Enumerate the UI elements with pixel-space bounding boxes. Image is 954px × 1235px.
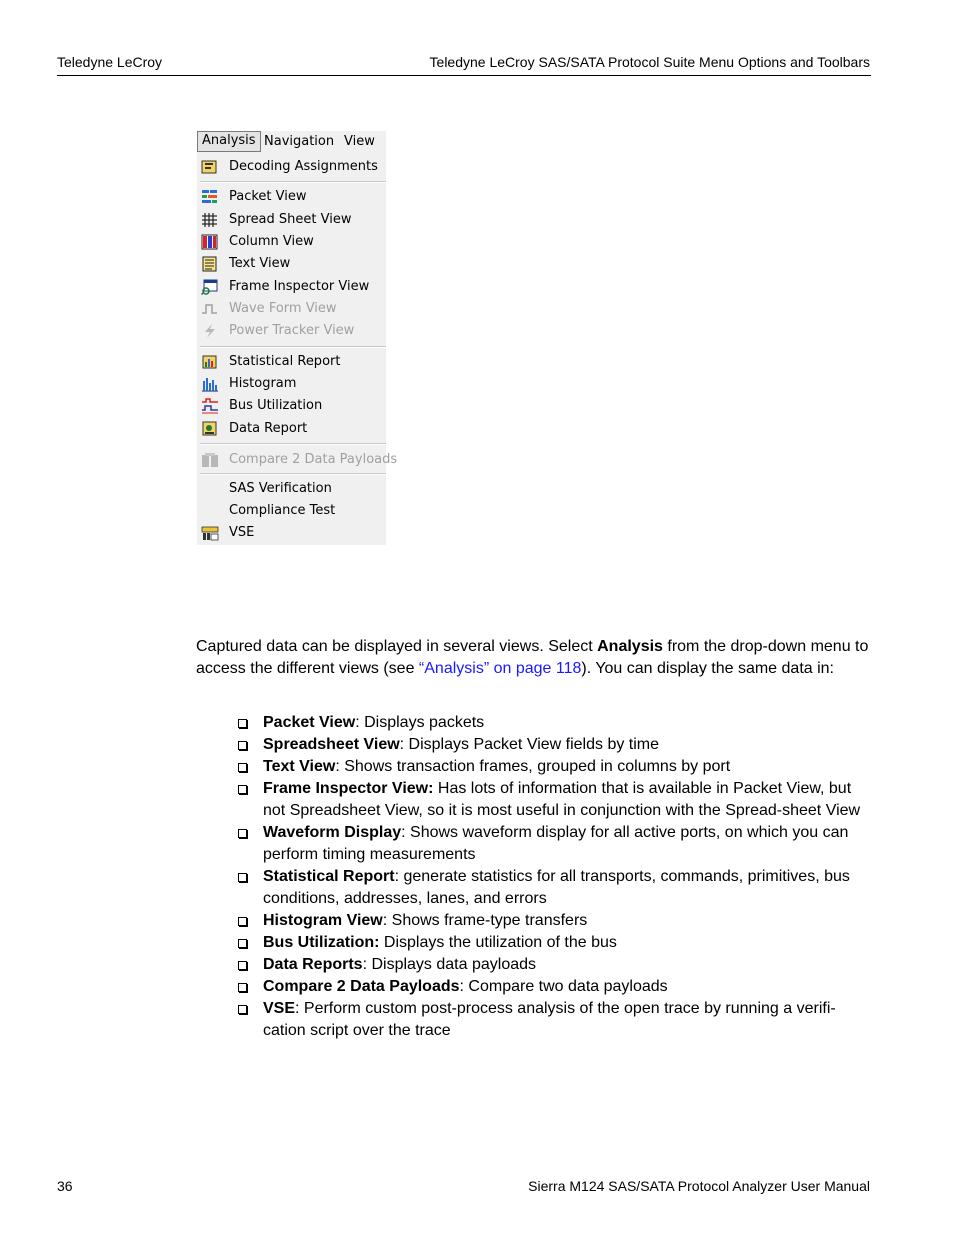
menu-item-label: Frame Inspector View xyxy=(229,279,370,294)
list-item-desc: : Perform custom post-process analysis of the open trace by running a verifi-cation script over the trace xyxy=(263,1000,836,1039)
menu-item-label: Packet View xyxy=(229,189,307,204)
list-item xyxy=(236,822,876,866)
menu-item-statistical-report[interactable] xyxy=(197,352,386,372)
menu-item-column-view[interactable] xyxy=(197,232,386,252)
checkbox-bullet-icon xyxy=(238,873,247,882)
menu-analysis[interactable]: Analysis xyxy=(197,131,261,152)
menu-item-power-tracker-view[interactable] xyxy=(197,321,386,341)
list-item-term: Data Reports xyxy=(263,956,363,973)
packet-view-icon xyxy=(201,189,219,205)
menu-separator-highlight xyxy=(200,444,386,445)
bus-utilization-icon xyxy=(201,398,219,414)
power-tracker-icon xyxy=(201,323,219,339)
menu-separator-highlight xyxy=(200,182,386,183)
list-item-term: VSE xyxy=(263,1000,296,1017)
checkbox-bullet-icon xyxy=(238,741,247,750)
list-item xyxy=(236,910,876,932)
intro-text-2: from the drop-down menu to access the different views (see xyxy=(196,638,869,677)
menu-item-label: Column View xyxy=(229,234,314,249)
analysis-menu-screenshot xyxy=(197,131,398,545)
list-item xyxy=(236,954,876,976)
list-item-desc: : generate statistics for all transports, commands, primitives, bus conditions, addresses, lanes, and errors xyxy=(263,868,850,907)
checkbox-bullet-icon xyxy=(238,1005,247,1014)
list-item xyxy=(236,932,876,954)
menu-item-spreadsheet-view[interactable] xyxy=(197,210,386,230)
list-item-desc: : Displays packets xyxy=(355,714,485,731)
list-item-desc: Has lots of information that is available in Packet View, but not Spreadsheet View, so it is most useful in conjunction with the Spread-sheet View xyxy=(263,780,861,819)
list-item-term: Text View xyxy=(263,758,336,775)
list-item xyxy=(236,712,876,734)
menu-item-label: Histogram xyxy=(229,376,297,391)
menu-item-label: Spread Sheet View xyxy=(229,212,352,227)
menu-item-label: Compare 2 Data Payloads xyxy=(229,452,398,467)
menu-item-compare-payloads[interactable] xyxy=(197,450,398,470)
menu-item-histogram[interactable] xyxy=(197,374,386,394)
page-header-left: Teledyne LeCroy xyxy=(57,54,163,70)
list-item-desc: : Shows transaction frames, grouped in columns by port xyxy=(335,758,731,775)
compare-payloads-icon xyxy=(201,452,219,468)
header-rule xyxy=(57,75,871,76)
checkbox-bullet-icon xyxy=(238,983,247,992)
views-list xyxy=(236,712,876,1042)
list-item-term: Statistical Report xyxy=(263,868,395,885)
waveform-icon xyxy=(201,301,219,317)
checkbox-bullet-icon xyxy=(238,961,247,970)
list-item-term: Histogram View xyxy=(263,912,383,929)
menu-item-label: Decoding Assignments xyxy=(229,159,378,174)
menu-item-label: Wave Form View xyxy=(229,301,337,316)
menu-item-vse[interactable] xyxy=(197,523,386,543)
menu-separator-highlight xyxy=(200,474,386,475)
list-item-desc: : Shows waveform display for all active ports, on which you can perform timing measurements xyxy=(263,824,849,863)
list-item-desc: Displays the utilization of the bus xyxy=(379,934,617,951)
list-item-desc: : Compare two data payloads xyxy=(459,978,668,995)
checkbox-bullet-icon xyxy=(238,917,247,926)
vse-icon xyxy=(201,525,219,541)
data-report-icon xyxy=(201,421,219,437)
menu-item-label: SAS Verification xyxy=(229,481,332,496)
menu-item-compliance-test[interactable] xyxy=(197,501,386,521)
list-item xyxy=(236,976,876,998)
intro-bold-analysis: Analysis xyxy=(597,638,663,655)
decoding-assignments-icon xyxy=(201,159,219,175)
spreadsheet-view-icon xyxy=(201,212,219,228)
list-item-term: Spreadsheet View xyxy=(263,736,400,753)
menu-bar xyxy=(197,131,386,153)
menu-item-packet-view[interactable] xyxy=(197,187,386,207)
menu-item-label: Data Report xyxy=(229,421,308,436)
checkbox-bullet-icon xyxy=(238,785,247,794)
list-item xyxy=(236,778,876,822)
checkbox-bullet-icon xyxy=(238,939,247,948)
histogram-icon xyxy=(201,376,219,392)
list-item-term: Bus Utilization: xyxy=(263,934,380,951)
menu-item-label: Text View xyxy=(229,256,291,271)
footer-title: Sierra M124 SAS/SATA Protocol Analyzer User Manual xyxy=(528,1178,870,1194)
checkbox-bullet-icon xyxy=(238,719,247,728)
menu-navigation[interactable]: Navigation xyxy=(264,134,335,149)
list-item-term: Compare 2 Data Payloads xyxy=(263,978,460,995)
list-item xyxy=(236,734,876,756)
list-item xyxy=(236,866,876,910)
list-item-term: Frame Inspector View: xyxy=(263,780,434,797)
page-number: 36 xyxy=(57,1178,73,1194)
menu-item-label: Statistical Report xyxy=(229,354,341,369)
menu-item-label: VSE xyxy=(229,525,255,540)
list-item xyxy=(236,756,876,778)
menu-item-sas-verification[interactable] xyxy=(197,479,386,499)
menu-item-label: Power Tracker View xyxy=(229,323,355,338)
statistical-report-icon xyxy=(201,354,219,370)
menu-item-waveform-view[interactable] xyxy=(197,299,386,319)
intro-text-3: ). You can display the same data in: xyxy=(581,660,834,677)
menu-item-decoding-assignments[interactable] xyxy=(197,157,386,177)
list-item-desc: : Displays data payloads xyxy=(362,956,537,973)
list-item-desc: : Shows frame-type transfers xyxy=(382,912,588,929)
text-view-icon xyxy=(201,256,219,272)
analysis-page-link[interactable]: “Analysis” on page 118 xyxy=(418,660,582,677)
frame-inspector-icon xyxy=(201,279,219,295)
menu-separator-highlight xyxy=(200,347,386,348)
menu-item-label: Compliance Test xyxy=(229,503,336,518)
intro-paragraph xyxy=(196,636,876,680)
list-item-term: Packet View xyxy=(263,714,356,731)
page-header-right: Teledyne LeCroy SAS/SATA Protocol Suite Menu Options and Toolbars xyxy=(429,54,870,70)
checkbox-bullet-icon xyxy=(238,763,247,772)
intro-text-1: Captured data can be displayed in several views. Select xyxy=(196,638,598,655)
menu-item-label: Bus Utilization xyxy=(229,398,323,413)
menu-item-text-view[interactable] xyxy=(197,254,386,274)
menu-item-data-report[interactable] xyxy=(197,419,386,439)
column-view-icon xyxy=(201,234,219,250)
list-item xyxy=(236,998,876,1042)
menu-item-bus-utilization[interactable] xyxy=(197,396,386,416)
checkbox-bullet-icon xyxy=(238,829,247,838)
list-item-term: Waveform Display xyxy=(263,824,402,841)
menu-view[interactable]: View xyxy=(344,134,375,149)
list-item-desc: : Displays Packet View fields by time xyxy=(399,736,660,753)
menu-item-frame-inspector-view[interactable] xyxy=(197,277,386,297)
